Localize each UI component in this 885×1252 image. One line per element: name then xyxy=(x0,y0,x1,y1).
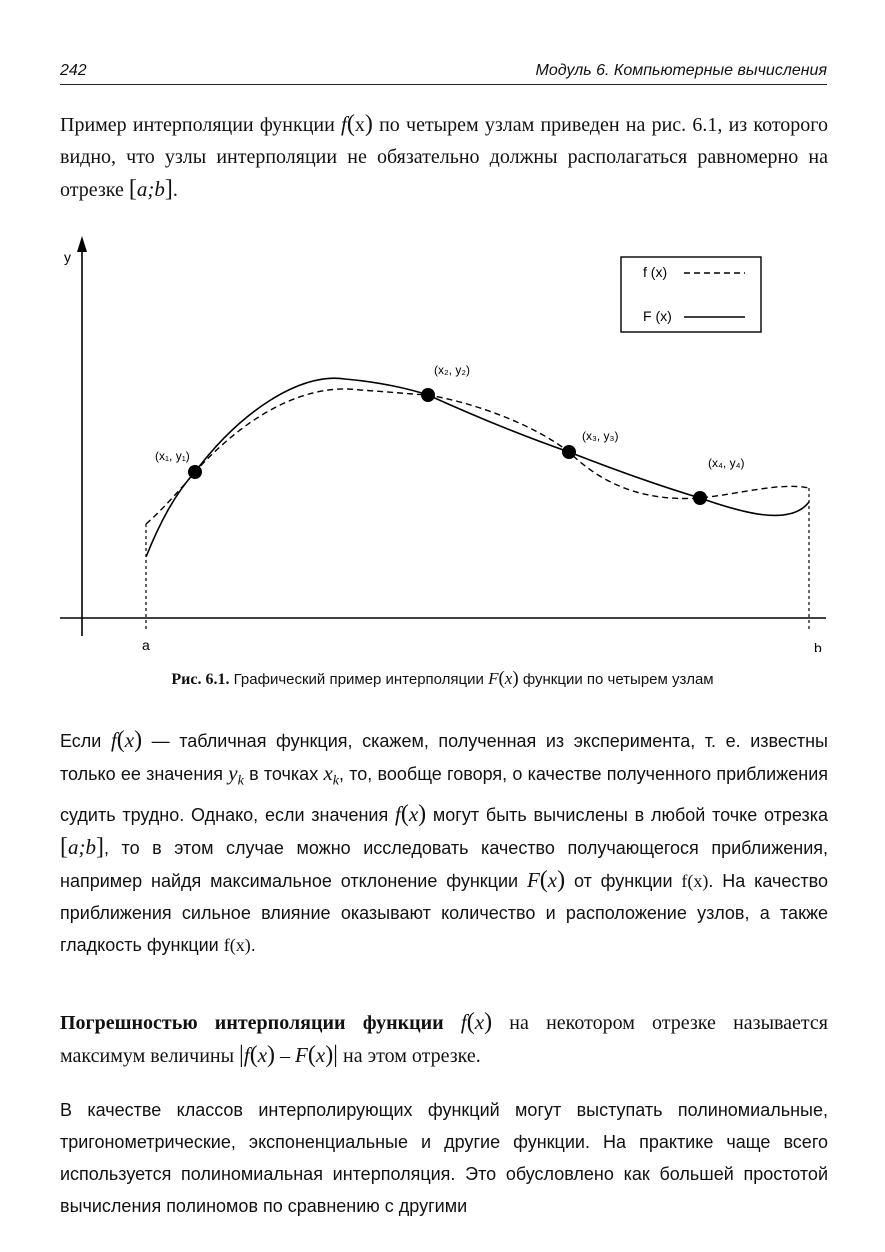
math-x: x xyxy=(315,1043,326,1067)
text: Если xyxy=(60,731,111,751)
legend-label-F: F (x) xyxy=(643,308,672,324)
defined-term: Погрешностью интерполяции функции xyxy=(60,1012,444,1034)
math-y: y xyxy=(228,761,238,785)
text: , то в этом случае можно исследовать качество получающегося приближения, например найдя максимальное отклонение функции xyxy=(60,837,828,891)
caption-text: Графический пример интерполяции xyxy=(229,671,489,688)
math-x: x xyxy=(504,669,513,688)
math-F: F xyxy=(488,669,499,688)
legend-box xyxy=(621,257,761,332)
paragraph-classes xyxy=(60,1094,828,1222)
page-number: 242 xyxy=(60,62,87,79)
text: . На качество приближения сильное влияние оказывают количество и расположение узлов, а также гладкость функции xyxy=(60,870,828,955)
legend-label-f: f (x) xyxy=(643,264,668,280)
caption-tail: функции по четырем узлам xyxy=(518,671,714,688)
math-ab: a;b xyxy=(68,834,96,859)
caption-number: Рис. 6.1. xyxy=(171,671,230,688)
text: В качестве классов интерполирующих функций могут выступать полиномиальные, тригонометрические, экспоненциальные и другие функции. На практике чаще всего используется полиномиальная интерполяция. Это обусловлено как большей простотой вычисления полиномов по сравнению с другими xyxy=(60,1100,828,1216)
math-f: f xyxy=(110,728,117,752)
node-3-label: (x₃, y₃) xyxy=(582,429,619,443)
math-x: x xyxy=(474,1010,485,1034)
math-F: F xyxy=(295,1043,308,1067)
text: Пример интерполяции функции xyxy=(60,114,342,136)
text: . xyxy=(250,934,256,955)
node-1-dot xyxy=(188,465,202,479)
text: на этом отрезке. xyxy=(337,1045,481,1067)
math-ab: a;b xyxy=(136,177,165,201)
text: . xyxy=(172,179,178,201)
node-4-label: (x₄, y₄) xyxy=(708,456,745,470)
text: на некотором отрезке называется максимум величины xyxy=(60,1012,828,1067)
math-minus: – xyxy=(275,1045,296,1067)
math-x: x xyxy=(257,1043,268,1067)
paragraph-intro: Пример интерполяции функции f(x) по четырем узлам приведен на рис. 6.1, из которого видно, что узлы интерполяции не обязательно должны располагаться равномерно на отрезке [a;b]. xyxy=(60,111,829,202)
math-f: f xyxy=(243,1043,250,1067)
y-axis-label: y xyxy=(64,249,71,265)
node-2-label: (x₂, y₂) xyxy=(434,363,470,377)
math-f: f xyxy=(460,1010,467,1034)
math-fx: f(x) xyxy=(223,934,251,955)
text: в точках xyxy=(243,764,324,784)
math-x: x xyxy=(124,728,135,752)
running-title: Модуль 6. Компьютерные вычисления xyxy=(535,62,827,79)
math-x: x xyxy=(547,867,558,892)
node-2-dot xyxy=(421,388,435,402)
math-fx: f(x) xyxy=(681,870,709,891)
text: , то, вообще говоря, о качестве полученного приближения судить трудно. Однако, если значения xyxy=(60,764,828,825)
text: — табличная функция, скажем, полученная из эксперимента, т. е. известны только ее значения xyxy=(60,731,828,784)
b-label: b xyxy=(814,640,822,652)
node-4-dot xyxy=(693,491,707,505)
paragraph-error-definition: Погрешностью интерполяции функции f(x) на некотором отрезке называется максимум величины |f(x) – F(x)| на этом отрезке. xyxy=(60,1009,828,1068)
a-label: a xyxy=(142,637,150,652)
text: от функции xyxy=(565,870,682,891)
node-3-dot xyxy=(562,445,576,459)
math-x: x xyxy=(354,114,365,136)
node-1-label: (x₁, y₁) xyxy=(155,449,190,463)
running-header xyxy=(60,60,827,85)
text: по четырем узлам приведен на рис. 6.1, из которого видно, что узлы интерполяции не обязательно должны располагаться равномерно на отрезке xyxy=(60,114,829,201)
text: могут быть вычислены в любой точке отрезка xyxy=(426,804,828,825)
math-f: f xyxy=(341,112,347,136)
paragraph-tabular: Если f(x) — табличная функция, скажем, полученная из эксперимента, т. е. известны только ее значения $y_k$ в точках $x_k$, то, вообще говоря, о качестве полученного приближения судить трудно. Однако, если значения f(x) могут быть вычислены в любой точке отрезка [a;b], то в этом случае можно исследовать качество получающегося приближения, например найдя максимальное отклонение функции F(x) от функции f(x). На качество приближения сильное влияние оказывают количество и расположение узлов, а также гладкость функции f(x). xyxy=(60,727,828,955)
math-x: x xyxy=(323,761,333,785)
math-k: k xyxy=(237,773,244,789)
figure-caption: Рис. 6.1. Графический пример интерполяции F(x) функции по четырем узлам xyxy=(171,668,714,689)
math-F: F xyxy=(526,867,540,892)
math-k: k xyxy=(332,773,339,789)
math-x: x xyxy=(408,801,419,826)
interpolation-figure xyxy=(0,232,885,652)
y-axis-arrow-icon xyxy=(77,236,87,252)
math-f: f xyxy=(394,801,401,826)
